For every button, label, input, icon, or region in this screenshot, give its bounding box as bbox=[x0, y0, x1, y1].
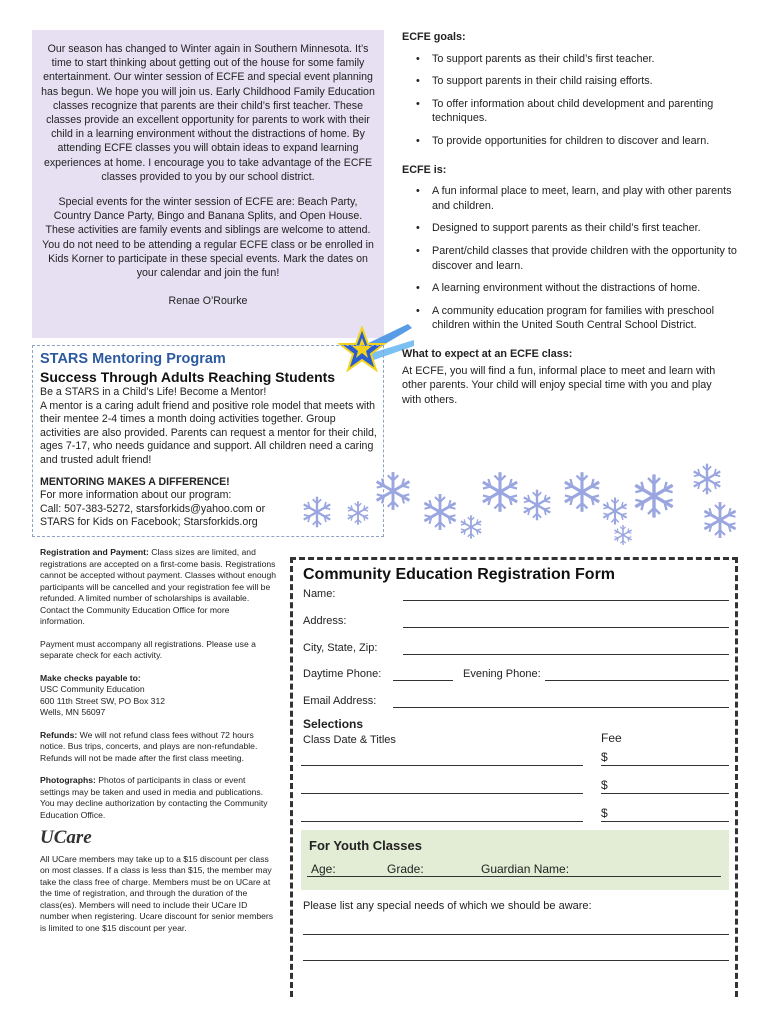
special-needs-line-2[interactable] bbox=[303, 960, 729, 961]
goals-list bbox=[402, 52, 737, 149]
email-field[interactable] bbox=[393, 707, 729, 708]
class-title-field-2[interactable] bbox=[301, 793, 583, 794]
snowflake-icon bbox=[345, 500, 371, 526]
expect-body: At ECFE, you will find a fun, informal place to meet and learn with other parents. Your child will enjoy special time with you and play with others. bbox=[402, 364, 716, 406]
special-needs-line-1[interactable] bbox=[303, 934, 729, 935]
special-needs-label: Please list any special needs of which we should be aware: bbox=[303, 900, 592, 912]
snowflake-icon bbox=[560, 470, 604, 514]
fee-field-1[interactable] bbox=[601, 765, 729, 766]
fee-dollar-2: $ bbox=[601, 778, 608, 792]
snowflake-icon bbox=[690, 462, 724, 496]
list-item: • A learning environment without the distractions of home. bbox=[416, 281, 737, 296]
email-label: Email Address: bbox=[303, 695, 377, 707]
intro-paragraph-1: Our season has changed to Winter again in Southern Minnesota. It’s time to start thinking about getting out of the house for some family entertainment. Our winter session of ECFE and special event planning has begun. We hope you will join us. Early Childhood Family Education classes recognize that parents are their child’s first teacher. These classes provide an excellent opportunity for parents to work with their child in a learning environment without the distractions of home. By attending ECFE classes you will obtain ideas to expand learning experiences at home. I encourage you to take advantage of the ECFE classes provided to you by our school district. bbox=[41, 43, 375, 183]
selections-heading: Selections bbox=[303, 717, 364, 731]
registration-form bbox=[290, 557, 738, 997]
evening-phone-label: Evening Phone: bbox=[463, 668, 541, 680]
list-item: • A fun informal place to meet, learn, and play with other parents and children. bbox=[416, 184, 737, 213]
form-title: Community Education Registration Form bbox=[303, 566, 616, 583]
intro-box bbox=[32, 30, 384, 338]
city-state-zip-field[interactable] bbox=[403, 654, 729, 655]
age-label: Age: bbox=[311, 862, 336, 876]
class-titles-column: Class Date & Titles bbox=[303, 734, 396, 746]
list-item: • Designed to support parents as their child’s first teacher. bbox=[416, 221, 737, 236]
stars-title: STARS Mentoring Program bbox=[40, 351, 226, 367]
expect-heading: What to expect at an ECFE class: bbox=[402, 347, 573, 360]
stars-tagline: Be a STARS in a Child’s Life! Become a Mentor! bbox=[40, 386, 267, 398]
name-label: Name: bbox=[303, 588, 336, 600]
youth-classes-section bbox=[301, 830, 729, 890]
stars-info-1: For more information about our program: bbox=[40, 489, 232, 502]
fee-dollar-3: $ bbox=[601, 806, 608, 820]
address-label: Address: bbox=[303, 615, 347, 627]
list-item: • A community education program for families with preschool children within the United South Central School District. bbox=[416, 304, 737, 333]
intro-paragraph-2: Special events for the winter session of ECFE are: Beach Party, Country Dance Party, Bingo and Banana Splits, and Open House. These activities are family events and siblings are welcome to attend. You do not need to be attending a regular ECFE class or be enrolled in Kids Korner to participate in these special events. Mark the dates on your calendar and join the fun! bbox=[42, 196, 374, 280]
youth-info-field[interactable] bbox=[307, 876, 721, 877]
intro-signature: Renae O’Rourke bbox=[168, 295, 248, 308]
stars-info-3: STARS for Kids on Facebook; Starsforkids.org bbox=[40, 516, 258, 529]
guardian-name-label: Guardian Name: bbox=[481, 862, 570, 876]
list-item: • To support parents in their child raising efforts. bbox=[416, 74, 737, 89]
evening-phone-field[interactable] bbox=[545, 680, 729, 681]
checks-payable: Make checks payable to: USC Community Education 600 11th Street SW, PO Box 312 Wells, MN 56097 bbox=[40, 672, 165, 717]
snowflake-icon bbox=[420, 492, 460, 532]
snowflake-icon bbox=[520, 488, 554, 522]
fee-field-3[interactable] bbox=[601, 821, 729, 822]
class-title-field-1[interactable] bbox=[301, 765, 583, 766]
youth-title: For Youth Classes bbox=[309, 838, 422, 853]
list-item: • To provide opportunities for children to discover and learn. bbox=[416, 134, 737, 149]
ecfe-info-column bbox=[402, 30, 737, 407]
stars-heading: MENTORING MAKES A DIFFERENCE! bbox=[40, 475, 230, 488]
list-item: • To offer information about child development and parenting techniques. bbox=[416, 97, 737, 126]
snowflake-icon bbox=[630, 472, 678, 520]
snowflake-icon bbox=[458, 514, 484, 540]
goals-heading: ECFE goals: bbox=[402, 31, 466, 43]
snowflake-icon bbox=[700, 500, 740, 540]
policies-column bbox=[40, 547, 276, 945]
snowflake-icon bbox=[372, 470, 414, 512]
ucare-logo: UCare bbox=[40, 827, 92, 848]
name-field[interactable] bbox=[403, 600, 729, 601]
refunds-policy: Refunds: We will not refund class fees without 72 hours notice. Bus trips, concerts, and plays are non-refundable. Refunds will not be made after the first class meeting. bbox=[40, 729, 258, 763]
class-title-field-3[interactable] bbox=[301, 821, 583, 822]
fee-dollar-1: $ bbox=[601, 750, 608, 764]
list-item: • Parent/child classes that provide children with the opportunity to discover and learn. bbox=[416, 244, 737, 273]
city-state-zip-label: City, State, Zip: bbox=[303, 642, 378, 654]
snowflake-icon bbox=[478, 470, 522, 514]
stars-subtitle: Success Through Adults Reaching Students bbox=[40, 369, 336, 385]
fee-column: Fee bbox=[601, 731, 622, 745]
fee-field-2[interactable] bbox=[601, 793, 729, 794]
daytime-phone-label: Daytime Phone: bbox=[303, 668, 382, 680]
ucare-policy: All UCare members may take up to a $15 discount per class on most classes. If a class is less than $15, the member may take the class free of charge. Members must be on UCare at the time of registration, and through the duration of the class(es). Members will need to include their UCare ID number when registering. Ucare discount for senior members is limited to one $15 discount per year. bbox=[40, 853, 274, 933]
snowflake-icon bbox=[600, 496, 630, 526]
grade-label: Grade: bbox=[387, 862, 424, 876]
photographs-policy: Photographs: Photos of participants in class or event settings may be taken and used in media and publications. You may decline authorization by contacting the Community Education Office. bbox=[40, 775, 268, 820]
snowflake-icon bbox=[300, 495, 334, 529]
stars-body: A mentor is a caring adult friend and positive role model that meets with their mentee 2-4 times a month doing activities together. Group activities are also provided. Parents can request a mentor for their child, ages 7-17, who needs guidance and support. All children need a caring and trusted adult friend! bbox=[40, 399, 377, 466]
ecfe-is-heading: ECFE is: bbox=[402, 163, 447, 176]
snowflake-icon bbox=[612, 524, 634, 546]
daytime-phone-field[interactable] bbox=[393, 680, 453, 681]
stars-info-2: Call: 507-383-5272, starsforkids@yahoo.com or bbox=[40, 502, 266, 515]
ecfe-is-list bbox=[402, 184, 737, 333]
list-item: • To support parents as their child’s first teacher. bbox=[416, 52, 737, 67]
address-field[interactable] bbox=[403, 627, 729, 628]
registration-policy: Registration and Payment: Class sizes are limited, and registrations are accepted on a first-come basis. Registrations cannot be accepted without payment. Classes without enough participants will be cancelled and your registration fee will be refunded. A limited number of scholarships is available. Contact the Community Education Office for more information. bbox=[40, 547, 277, 626]
payment-policy: Payment must accompany all registrations. Please use a separate check for each activity. bbox=[40, 638, 256, 660]
